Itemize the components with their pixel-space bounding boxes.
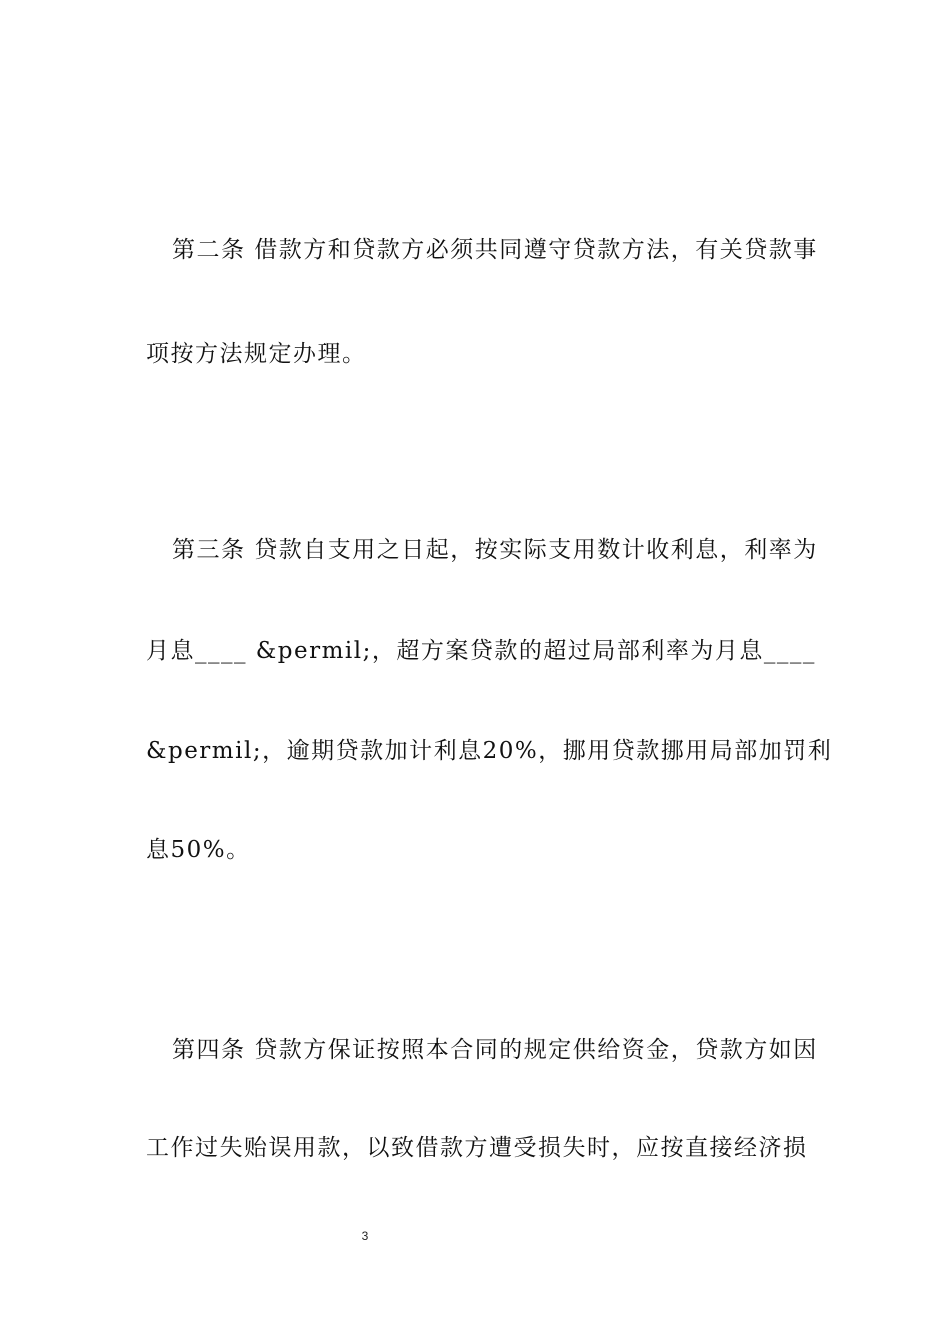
- article-3-line-3: &permil;，逾期贷款加计利息20%，挪用贷款挪用局部加罚利: [146, 738, 833, 764]
- article-4-line-1: 第四条 贷款方保证按照本合同的规定供给资金，贷款方如因: [172, 1037, 818, 1063]
- article-4-line-2: 工作过失贻误用款，以致借款方遭受损失时，应按直接经济损: [146, 1135, 808, 1161]
- article-3-line-4: 息50%。: [146, 837, 251, 863]
- article-3-line-2: 月息____ &permil;，超方案贷款的超过局部利率为月息____: [146, 638, 816, 664]
- article-2-line-1: 第二条 借款方和贷款方必须共同遵守贷款方法，有关贷款事: [172, 237, 818, 263]
- article-3-line-1: 第三条 贷款自支用之日起，按实际支用数计收利息，利率为: [172, 537, 818, 563]
- article-2-line-2: 项按方法规定办理。: [146, 341, 367, 367]
- page-number: 3: [361, 1229, 369, 1243]
